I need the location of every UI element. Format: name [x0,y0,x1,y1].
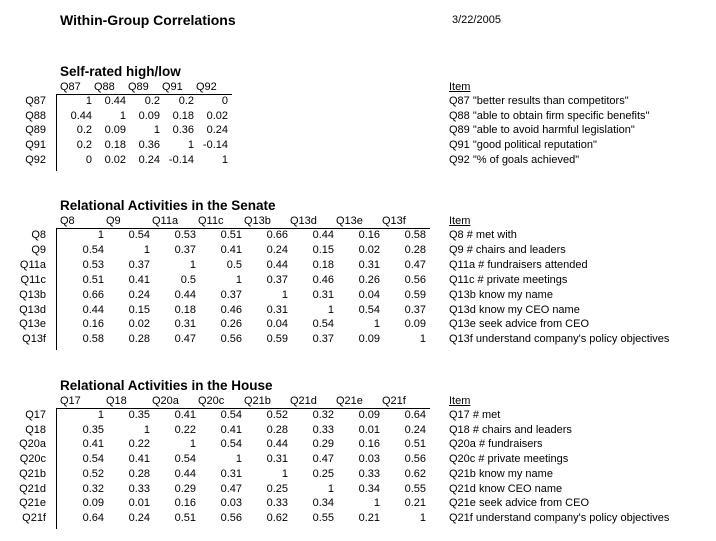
correlation-cell: 0.66 [266,229,288,241]
correlation-cell: 0.44 [312,229,334,241]
correlation-cell: 1 [153,124,160,137]
correlation-cell: 0.29 [174,482,196,495]
correlation-cell: 0.53 [82,258,104,271]
row-label: Q20c [19,453,46,466]
correlation-cell: 0.52 [82,467,104,480]
item-description: Q91 "good political reputation" [449,139,597,152]
correlation-cell: 0.51 [220,229,242,241]
item-description: Q21d know CEO name [449,482,563,495]
column-header: Q17 [60,395,81,407]
row-label: Q11c [20,273,46,286]
row-label: Q89 [25,124,46,137]
correlation-cell: 0.24 [206,124,228,137]
correlation-cell: 0.15 [312,243,334,256]
correlation-cell: 1 [187,139,194,152]
correlation-cell: 0.33 [312,423,334,436]
correlation-cell: 0.32 [82,482,104,495]
correlation-cell: 1 [143,423,150,436]
correlation-cell: 0.54 [82,243,104,256]
correlation-cell: 0.54 [358,303,380,316]
correlation-cell: 0.02 [206,109,228,122]
column-header: Q89 [128,81,149,93]
correlation-cell: 0.37 [266,273,288,286]
item-description: Q13d know my CEO name [449,303,580,316]
item-column-header: Item [449,81,471,93]
correlation-cell: 0.55 [404,482,426,495]
row-label: Q88 [25,109,46,122]
correlation-cell: 0.47 [220,482,242,495]
correlation-cell: 0.58 [404,229,426,241]
correlation-cell: 0.16 [174,497,196,510]
row-label: Q87 [25,95,46,107]
section-title: Relational Activities in the House [60,378,273,393]
correlation-cell: 0.31 [220,467,242,480]
item-description: Q13f understand company's policy objectives [449,333,670,346]
correlation-cell: 0.26 [358,273,380,286]
correlation-cell: 1 [281,467,288,480]
correlation-cell: 0 [221,95,228,107]
correlation-cell: 0.31 [312,288,334,301]
correlation-cell: 0.16 [358,229,380,241]
correlation-cell: 0.29 [312,438,334,451]
correlation-cell: 0.36 [172,124,194,137]
correlation-cell: 0.09 [82,497,104,510]
row-label-rule [56,409,57,529]
correlation-cell: 0.28 [266,423,288,436]
correlation-cell: 0.04 [266,318,288,331]
column-header: Q21e [336,395,363,407]
row-label: Q21f [22,511,46,524]
correlation-cell: 0.09 [138,109,160,122]
correlation-cell: 0.44 [266,438,288,451]
column-header: Q11a [152,215,179,227]
correlation-cell: 1 [119,109,126,122]
correlation-cell: 1 [235,273,242,286]
correlation-cell: 1 [221,153,228,166]
correlation-cell: 1 [419,333,426,346]
item-column-header: Item [449,395,471,407]
correlation-cell: 0.33 [266,497,288,510]
section-title: Self-rated high/low [60,64,181,79]
column-header: Q13d [290,215,317,227]
item-description: Q21b know my name [449,467,553,480]
correlation-cell: 0.37 [128,258,150,271]
column-header: Q8 [60,215,75,227]
column-header: Q18 [106,395,127,407]
correlation-cell: 0.51 [82,273,104,286]
column-header: Q20a [152,395,179,407]
correlation-cell: 0.46 [312,273,334,286]
correlation-cell: 0.59 [266,333,288,346]
correlation-cell: 0.18 [312,258,334,271]
correlation-cell: 0.31 [266,453,288,466]
correlation-cell: 0.2 [178,95,194,107]
item-description: Q8 # met with [449,229,517,241]
correlation-cell: 0.34 [358,482,380,495]
correlation-cell: 1 [327,303,334,316]
row-label: Q91 [25,139,46,152]
item-column-header: Item [449,215,471,227]
correlation-cell: 0.66 [82,288,104,301]
correlation-cell: 0.16 [358,438,380,451]
item-description: Q18 # chairs and leaders [449,423,572,436]
section-title: Relational Activities in the Senate [60,198,276,213]
item-description: Q20a # fundraisers [449,438,543,451]
correlation-cell: 0.5 [226,258,242,271]
item-description: Q21f understand company's policy objectives [449,511,670,524]
row-label: Q13b [19,288,46,301]
correlation-cell: 0.15 [128,303,150,316]
correlation-cell: 0.44 [174,467,196,480]
correlation-cell: 0.62 [266,511,288,524]
correlation-cell: 0.09 [358,333,380,346]
column-header: Q13b [244,215,271,227]
report-date: 3/22/2005 [452,14,501,26]
correlation-cell: 1 [189,438,196,451]
page-title: Within-Group Correlations [60,12,236,28]
correlation-cell: 0.41 [128,453,150,466]
correlation-cell: 0.25 [312,467,334,480]
correlation-cell: 0.31 [358,258,380,271]
correlation-cell: 0.58 [82,333,104,346]
correlation-cell: 0.54 [174,453,196,466]
correlation-cell: 0.41 [220,423,242,436]
item-description: Q11a # fundraisers attended [449,258,588,271]
correlation-cell: 0.41 [220,243,242,256]
column-header: Q21f [382,395,406,407]
correlation-cell: 0.09 [358,409,380,421]
item-description: Q89 "able to avoid harmful legislation" [449,124,635,137]
item-description: Q92 "% of goals achieved" [449,153,580,166]
correlation-cell: 0.34 [312,497,334,510]
column-header: Q21b [244,395,271,407]
column-header: Q92 [196,81,217,93]
correlation-cell: 0.51 [404,438,426,451]
correlation-cell: 0.2 [76,124,92,137]
correlation-cell: 0.62 [404,467,426,480]
column-header: Q11c [198,215,224,227]
row-label: Q18 [25,423,46,436]
correlation-cell: 0.56 [220,333,242,346]
correlation-cell: 0.37 [174,243,196,256]
correlation-cell: 0.03 [220,497,242,510]
correlation-cell: 0.44 [104,95,126,107]
correlation-cell: 1 [419,511,426,524]
correlation-cell: 0.37 [312,333,334,346]
correlation-cell: 1 [281,288,288,301]
correlation-cell: 0.35 [82,423,104,436]
row-label: Q8 [31,229,46,241]
correlation-cell: 0.09 [404,318,426,331]
correlation-cell: 0.18 [104,139,126,152]
column-header: Q88 [94,81,115,93]
correlation-cell: 0.2 [76,139,92,152]
correlation-cell: 0.24 [138,153,160,166]
row-label: Q92 [25,153,46,166]
correlation-cell: 0.28 [404,243,426,256]
correlation-cell: 0.47 [174,333,196,346]
correlation-cell: 1 [235,453,242,466]
row-label: Q21d [19,482,46,495]
correlation-cell: 1 [189,258,196,271]
item-description: Q17 # met [449,409,501,421]
column-header: Q91 [162,81,183,93]
correlation-cell: 0.21 [358,511,380,524]
correlation-cell: 0.47 [312,453,334,466]
correlation-cell: 0.54 [128,229,150,241]
correlation-cell: 0.01 [358,423,380,436]
correlation-cell: 0.31 [174,318,196,331]
column-header: Q9 [106,215,121,227]
correlation-cell: 0.31 [266,303,288,316]
correlation-cell: 1 [85,95,92,107]
correlation-cell: 0.33 [128,482,150,495]
item-description: Q9 # chairs and leaders [449,243,566,256]
correlation-cell: 0.51 [174,511,196,524]
column-header: Q13e [336,215,363,227]
correlation-cell: 0.36 [138,139,160,152]
row-label: Q13d [19,303,46,316]
correlation-cell: 0.28 [128,467,150,480]
item-description: Q87 "better results than competitors" [449,95,629,107]
correlation-cell: 0.24 [404,423,426,436]
correlation-cell: 0.24 [128,288,150,301]
column-header: Q20c [198,395,225,407]
correlation-cell: 1 [143,243,150,256]
correlation-cell: 0.44 [266,258,288,271]
row-label: Q21e [19,497,46,510]
correlation-cell: 0.03 [358,453,380,466]
correlation-cell: 0.64 [404,409,426,421]
correlation-cell: 0.01 [128,497,150,510]
item-description: Q13b know my name [449,288,553,301]
correlation-cell: -0.14 [168,153,194,166]
correlation-cell: 0.22 [174,423,196,436]
row-label: Q17 [25,409,46,421]
correlation-cell: 0.41 [82,438,104,451]
correlation-cell: 0.02 [104,153,126,166]
correlation-cell: 0.33 [358,467,380,480]
correlation-cell: 0.35 [128,409,150,421]
correlation-cell: 0.18 [174,303,196,316]
correlation-cell: 0.44 [82,303,104,316]
row-label: Q11a [19,258,46,271]
correlation-cell: 0.21 [404,497,426,510]
correlation-cell: 0.04 [358,288,380,301]
correlation-cell: 0.37 [404,303,426,316]
item-description: Q20c # private meetings [449,453,569,466]
correlation-cell: 0.54 [312,318,334,331]
correlation-cell: 0.41 [174,409,196,421]
correlation-cell: 0.64 [82,511,104,524]
correlation-cell: -0.14 [202,139,228,152]
correlation-cell: 1 [97,409,104,421]
correlation-cell: 0.26 [220,318,242,331]
item-description: Q21e seek advice from CEO [449,497,590,510]
correlation-cell: 0.22 [128,438,150,451]
correlation-cell: 1 [327,482,334,495]
item-description: Q11c # private meetings [449,273,568,286]
correlation-cell: 0.55 [312,511,334,524]
column-header: Q21d [290,395,317,407]
row-label: Q20a [19,438,46,451]
correlation-cell: 0.56 [220,511,242,524]
correlation-cell: 0.28 [128,333,150,346]
correlation-cell: 0.18 [172,109,194,122]
row-label: Q13f [22,333,46,346]
correlation-cell: 0.54 [220,438,242,451]
row-label: Q13e [19,318,46,331]
correlation-cell: 0.44 [174,288,196,301]
item-description: Q88 "able to obtain firm specific benefits" [449,109,650,122]
correlation-cell: 0.02 [358,243,380,256]
correlation-cell: 0.53 [174,229,196,241]
item-description: Q13e seek advice from CEO [449,318,590,331]
correlation-cell: 0.16 [82,318,104,331]
correlation-cell: 0.52 [266,409,288,421]
correlation-cell: 0.41 [128,273,150,286]
correlation-cell: 0.54 [220,409,242,421]
column-header: Q13f [382,215,406,227]
correlation-cell: 0 [85,153,92,166]
correlation-cell: 0.56 [404,453,426,466]
row-label: Q9 [31,243,46,256]
correlation-cell: 0.54 [82,453,104,466]
correlation-cell: 1 [373,497,380,510]
correlation-cell: 0.25 [266,482,288,495]
correlation-cell: 0.2 [144,95,160,107]
correlation-cell: 0.02 [128,318,150,331]
row-label-rule [56,229,57,350]
row-label: Q21b [19,467,46,480]
correlation-cell: 0.24 [266,243,288,256]
correlation-cell: 0.59 [404,288,426,301]
correlation-cell: 0.32 [312,409,334,421]
correlation-cell: 1 [373,318,380,331]
correlation-cell: 0.5 [180,273,196,286]
correlation-cell: 1 [97,229,104,241]
column-header: Q87 [60,81,81,93]
correlation-cell: 0.37 [220,288,242,301]
correlation-cell: 0.47 [404,258,426,271]
correlation-cell: 0.09 [104,124,126,137]
correlation-cell: 0.44 [70,109,92,122]
correlation-cell: 0.24 [128,511,150,524]
correlation-cell: 0.56 [404,273,426,286]
correlation-cell: 0.46 [220,303,242,316]
